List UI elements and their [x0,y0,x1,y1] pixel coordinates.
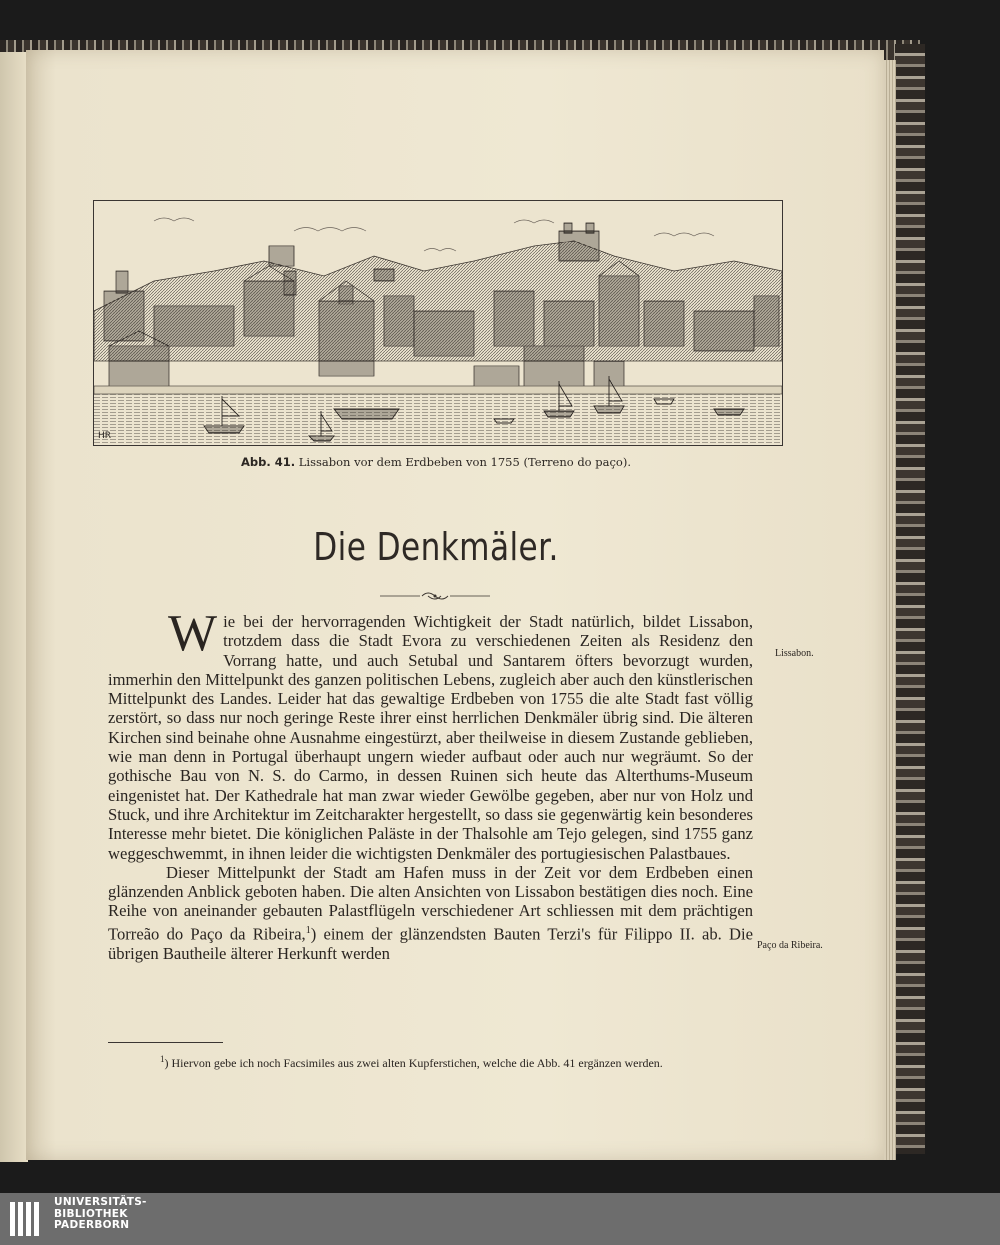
figure-caption-label: Abb. 41. [241,455,296,469]
figure-caption [0,455,872,469]
drop-cap: W [168,605,218,662]
paragraph-1-text: ie bei der hervorragenden Wichtigkeit der Stadt natürlich, bildet Lissabon, trotzdem dass die Stadt Evora zu verschiedenen Zeiten als Residenz den Vorrang hatte, und auch Setubal und Santarem öfters bevorzugt wurden, immerhin den Mittelpunkt des ganzen politischen Lebens, zugleich aber auch den künstlerischen Mittelpunkt des Landes. Leider hat das gewaltige Erdbeben von 1755 die alte Stadt fast völlig zerstört, so dass nur noch geringe Reste ihrer einst herrlichen Denkmäler übrig sind. Die älteren Kirchen sind beinahe ohne Ausnahme eingestürzt, aber theilweise in diesem Zustande geblieben, wie man denn in Portugal überhaupt ungern wieder aufbaut oder auch nur wegräumt. So der gothische Bau von N. S. do Carmo, in dessen Ruinen sich heute das Alterthums-Museum eingenistet hat. Der Kathedrale hat man zwar wieder Gewölbe gegeben, aber nur von Holz und Stuck, und ihre Architektur im Zeitcharakter hergestellt, so dass sie gegenwärtig kein besonderes Interesse mehr bietet. Die königlichen Paläste in der Thalsohle am Tejo gelegen, sind 1755 ganz weggeschwemmt, in ihnen leider die wichtigsten Denkmäler des portugiesischen Palastbaues. [108,612,753,863]
footnote-rule [108,1042,223,1043]
heading-ornament [380,590,490,602]
engraver-monogram: HR [98,431,112,441]
library-logo-icon [8,1198,42,1240]
engraving-drawing [94,201,782,445]
footnote [160,1054,760,1071]
footnote-marker: 1 [160,1054,165,1064]
paragraph-1 [108,605,753,863]
book-cover-right-edge [895,44,925,1154]
body-text [108,605,753,963]
paragraph-2-text-after: ) einem der glänzendsten Bauten Terzi's für Filippo II. ab. Die übrigen Bautheile älterer Herkunft werden [108,924,753,963]
figure-caption-text: Lissabon vor dem Erdbeben von 1755 (Terreno do paço). [298,455,631,469]
footnote-reference: 1 [305,924,311,936]
chapter-heading: Die Denkmäler. [313,525,559,569]
library-name-line2: BIBLIOTHEK [54,1207,128,1220]
margin-note-paco: Paço da Ribeira. [757,940,823,951]
margin-note-lissabon: Lissabon. [775,648,814,659]
paragraph-2 [108,863,753,963]
library-name [54,1197,147,1232]
left-page-margin [0,52,28,1162]
library-name-line1: UNIVERSITÄTS- [54,1196,147,1208]
library-name-line3: PADERBORN [54,1219,130,1231]
footnote-text: ) Hiervon gebe ich noch Facsimiles aus zwei alten Kupferstichen, welche die Abb. 41 ergänzen werden. [164,1056,663,1070]
engraving-lisbon-figure [93,200,783,446]
paragraph-2-text-before: Dieser Mittelpunkt der Stadt am Hafen muss in der Zeit vor dem Erdbeben einen glänzenden Anblick geboten haben. Die alten Ansichten von Lissabon bestätigen dies noch. Eine Reihe von aneinander gebauten Palastflügeln verschiedener Art schliessen mit dem prächtigen Torreão do Paço da Ribeira, [108,862,753,944]
library-footer-bar [0,1193,1000,1245]
